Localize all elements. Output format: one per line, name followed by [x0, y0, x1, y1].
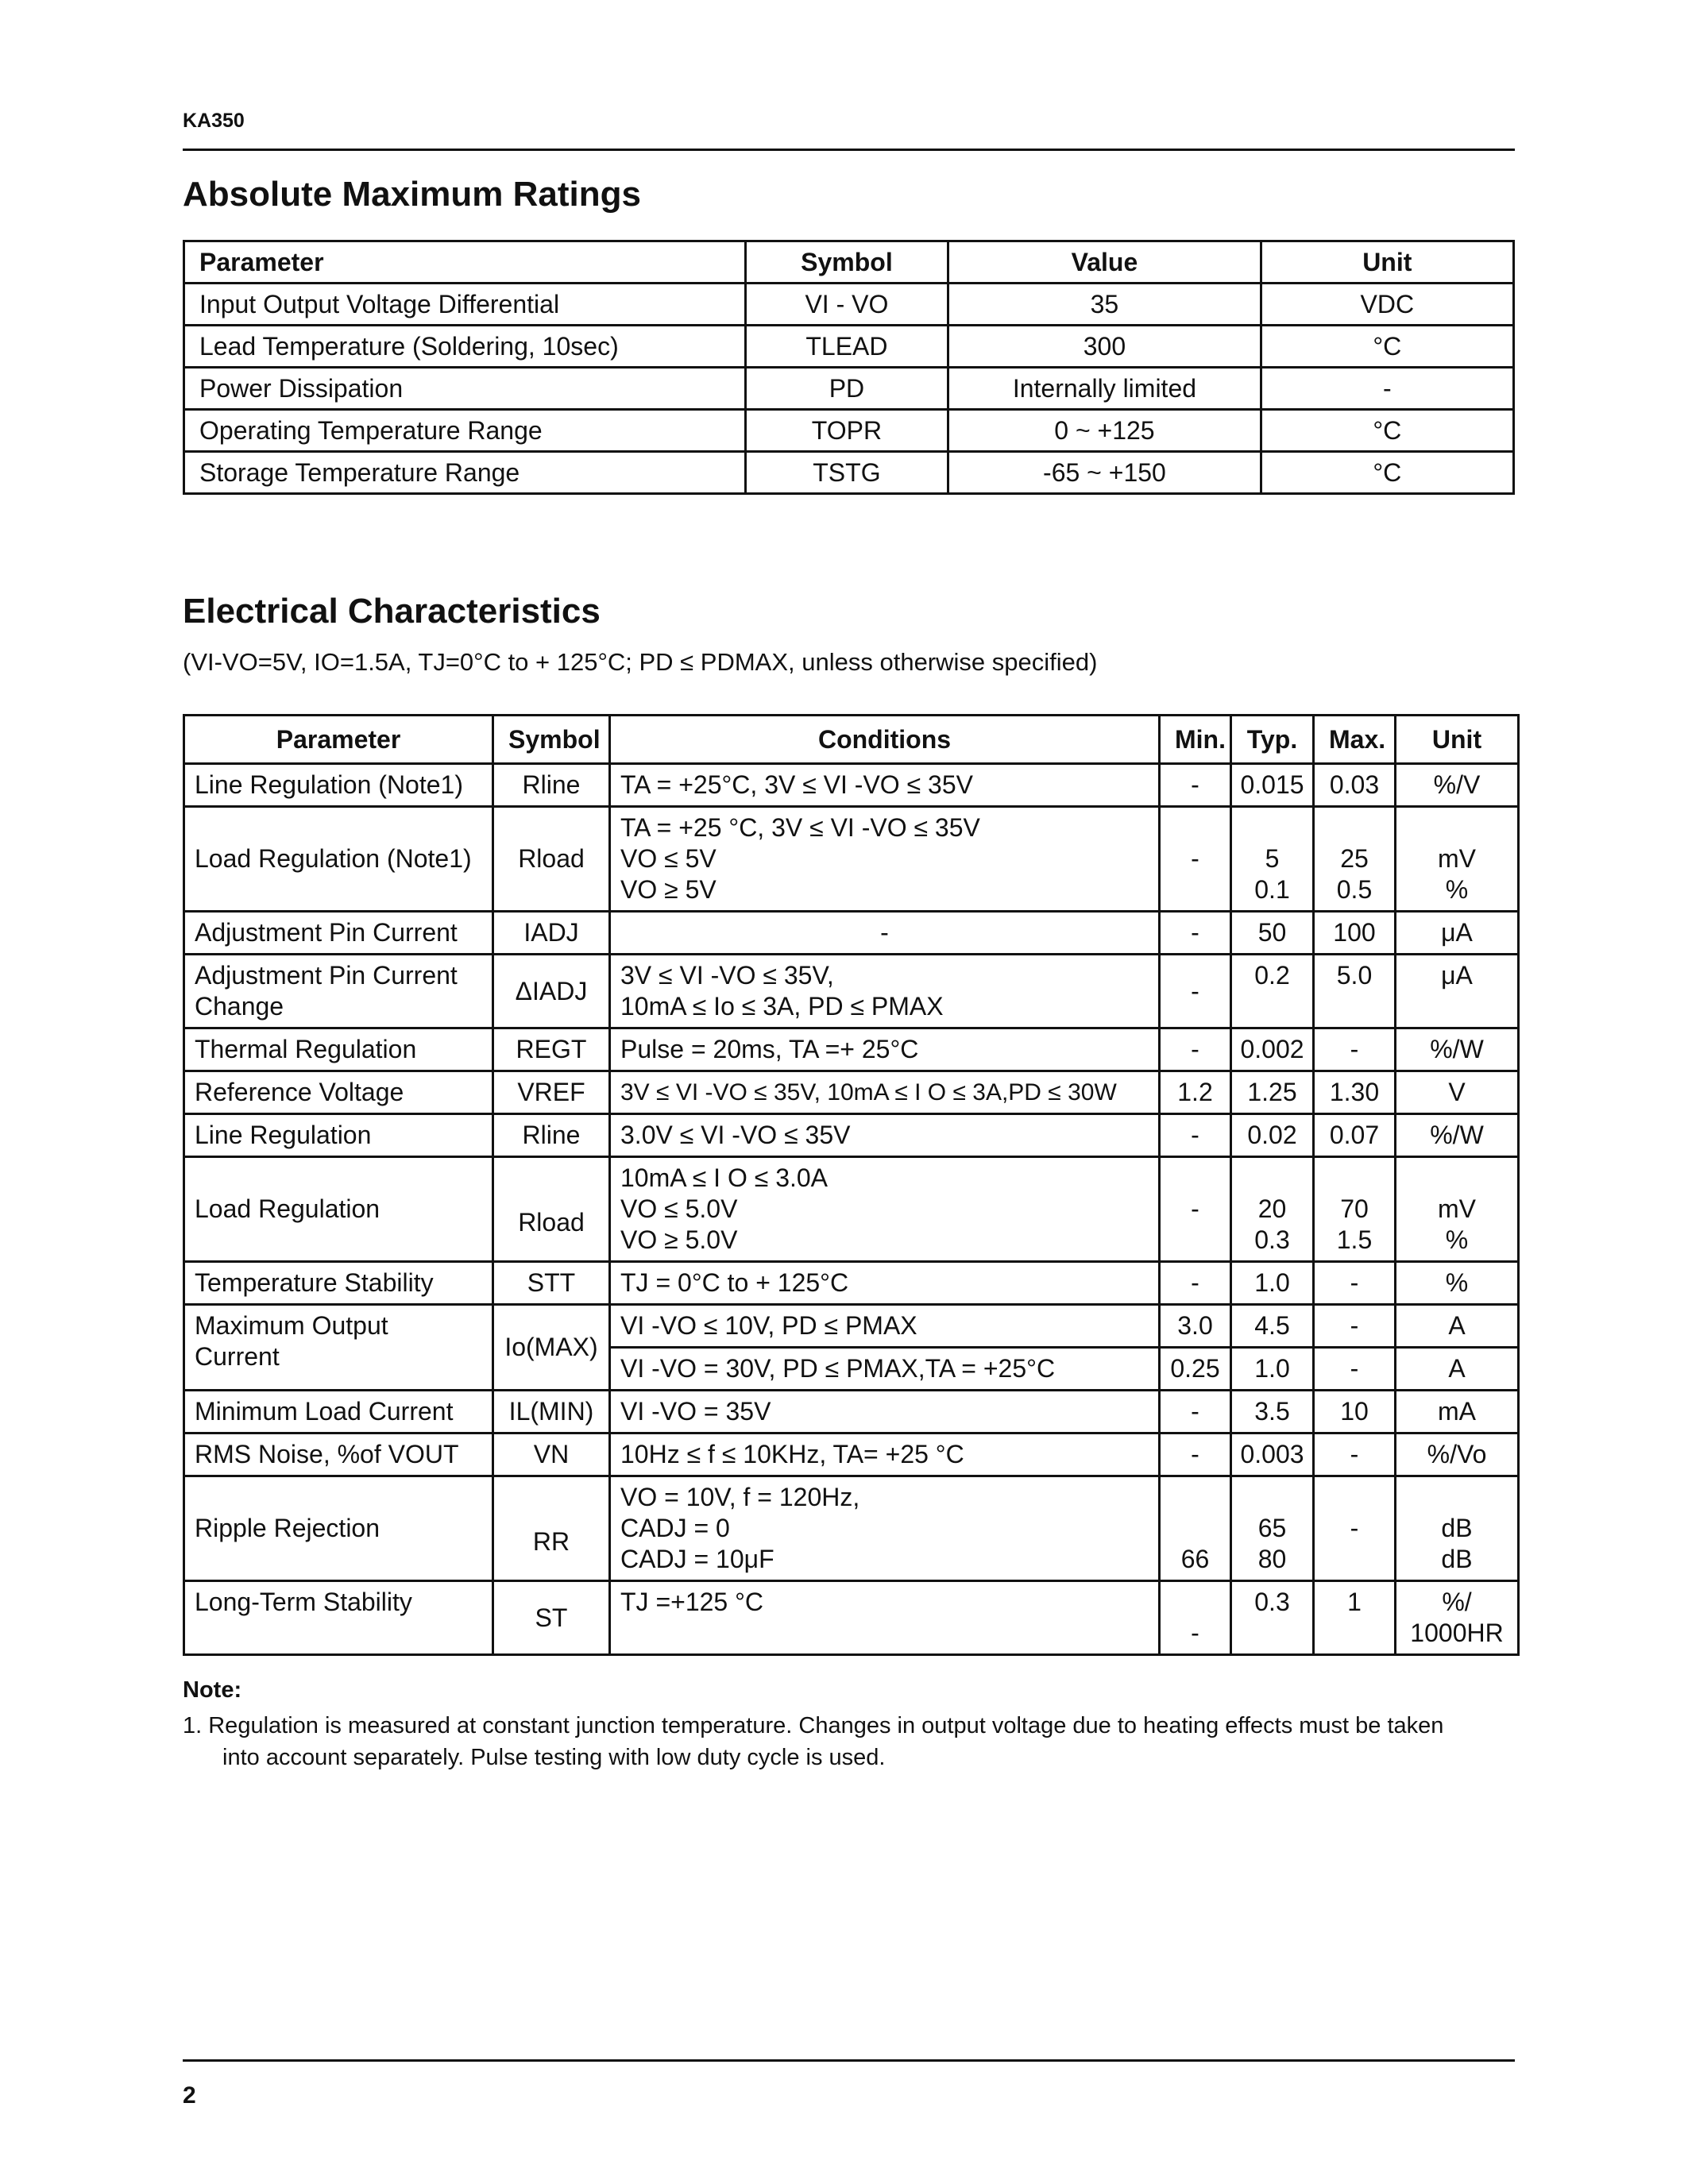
- min-cell: 66: [1160, 1476, 1231, 1581]
- unit-cell: -: [1261, 368, 1513, 410]
- value-line: dB: [1441, 1514, 1473, 1542]
- value-cell: 35: [948, 284, 1261, 326]
- value-line: 0.1: [1254, 875, 1290, 904]
- symbol-cell: STT: [493, 1262, 610, 1305]
- symbol-cell: IADJ: [493, 912, 610, 955]
- table-row: [184, 1157, 1519, 1262]
- max-cell: 1: [1314, 1581, 1396, 1655]
- column-header: Min.: [1160, 716, 1231, 764]
- condition-line: CADJ = 10μF: [620, 1545, 774, 1573]
- electrical-characteristics-table: [183, 714, 1520, 1656]
- value-line: %: [1445, 875, 1469, 904]
- value-cell: 300: [948, 326, 1261, 368]
- conditions-cell: 3V ≤ VI -VO ≤ 35V, 10mA ≤ I O ≤ 3A,PD ≤ 30W: [610, 1071, 1160, 1114]
- typ-cell: [1231, 1476, 1314, 1581]
- column-header: Unit: [1261, 241, 1513, 284]
- typ-cell: 0.003: [1231, 1433, 1314, 1476]
- table-row: [184, 1391, 1519, 1433]
- value-line: 1.5: [1336, 1225, 1373, 1254]
- parameter-cell: Thermal Regulation: [184, 1028, 493, 1071]
- column-header: Conditions: [610, 716, 1160, 764]
- parameter-cell: Reference Voltage: [184, 1071, 493, 1114]
- note-title: Note:: [183, 1677, 242, 1703]
- value-line: 0.3: [1254, 1225, 1290, 1254]
- parameter-cell: RMS Noise, %of VOUT: [184, 1433, 493, 1476]
- symbol-cell: IL(MIN): [493, 1391, 610, 1433]
- value-line: dB: [1441, 1545, 1473, 1573]
- table-row: [184, 955, 1519, 1028]
- parameter-cell: Temperature Stability: [184, 1262, 493, 1305]
- min-cell: -: [1160, 1391, 1231, 1433]
- max-cell: 0.07: [1314, 1114, 1396, 1157]
- table-row: [184, 1433, 1519, 1476]
- max-cell: 100: [1314, 912, 1396, 955]
- unit-cell: °C: [1261, 410, 1513, 452]
- unit-cell: A: [1396, 1348, 1519, 1391]
- typ-cell: 0.3: [1231, 1581, 1314, 1655]
- symbol-cell: VI - VO: [745, 284, 948, 326]
- note-line: into account separately. Pulse testing with low duty cycle is used.: [222, 1745, 886, 1770]
- note-line: 1. Regulation is measured at constant junction temperature. Changes in output voltage due to heating effects must be taken: [183, 1713, 1444, 1738]
- min-cell: -: [1160, 1028, 1231, 1071]
- conditions-cell: VI -VO ≤ 10V, PD ≤ PMAX: [610, 1305, 1160, 1348]
- min-cell: -: [1160, 764, 1231, 807]
- parameter-cell: [184, 1305, 493, 1391]
- parameter-line: Change: [195, 992, 284, 1021]
- value-line: 20: [1257, 1194, 1287, 1223]
- table-row: [184, 1114, 1519, 1157]
- symbol-cell: ST: [493, 1581, 610, 1655]
- max-cell: -: [1314, 1348, 1396, 1391]
- symbol-cell: VN: [493, 1433, 610, 1476]
- header-rule: [183, 149, 1515, 151]
- symbol-cell: REGT: [493, 1028, 610, 1071]
- symbol-cell: VREF: [493, 1071, 610, 1114]
- unit-cell: μA: [1396, 955, 1519, 1028]
- typ-cell: 1.0: [1231, 1348, 1314, 1391]
- parameter-cell: Adjustment Pin Current: [184, 912, 493, 955]
- min-cell: 3.0: [1160, 1305, 1231, 1348]
- condition-line: TA = +25 °C, 3V ≤ VI -VO ≤ 35V: [620, 813, 980, 842]
- unit-cell: V: [1396, 1071, 1519, 1114]
- max-cell: 10: [1314, 1391, 1396, 1433]
- typ-cell: 1.25: [1231, 1071, 1314, 1114]
- section-title-absolute-maximum-ratings: Absolute Maximum Ratings: [183, 175, 641, 214]
- absolute-maximum-ratings-table: [183, 240, 1515, 495]
- condition-line: 3V ≤ VI -VO ≤ 35V,: [620, 961, 834, 990]
- max-cell: -: [1314, 1028, 1396, 1071]
- max-cell: -: [1314, 1262, 1396, 1305]
- value-line: mV: [1438, 844, 1476, 873]
- typ-cell: 4.5: [1231, 1305, 1314, 1348]
- column-header: Value: [948, 241, 1261, 284]
- unit-cell: [1396, 1581, 1519, 1655]
- symbol-cell: ΔIADJ: [493, 955, 610, 1028]
- unit-cell: %/W: [1396, 1028, 1519, 1071]
- table-header-row: [184, 241, 1514, 284]
- unit-cell: %/W: [1396, 1114, 1519, 1157]
- parameter-line: Maximum Output: [195, 1311, 388, 1340]
- column-header: Unit: [1396, 716, 1519, 764]
- conditions-cell: [610, 807, 1160, 912]
- symbol-cell: Rload: [493, 807, 610, 912]
- table-row: [184, 1305, 1519, 1348]
- conditions-cell: TJ = 0°C to + 125°C: [610, 1262, 1160, 1305]
- table-row: [184, 1581, 1519, 1655]
- table-row: [184, 284, 1514, 326]
- max-cell: 5.0: [1314, 955, 1396, 1028]
- condition-line: CADJ = 0: [620, 1514, 730, 1542]
- value-line: %: [1445, 1225, 1469, 1254]
- typ-cell: 0.015: [1231, 764, 1314, 807]
- unit-cell: %: [1396, 1262, 1519, 1305]
- parameter-cell: Power Dissipation: [184, 368, 746, 410]
- column-header: Symbol: [745, 241, 948, 284]
- table-row: [184, 764, 1519, 807]
- parameter-cell: Storage Temperature Range: [184, 452, 746, 494]
- parameter-cell: Line Regulation (Note1): [184, 764, 493, 807]
- table-row: [184, 326, 1514, 368]
- condition-line: VO ≤ 5V: [620, 844, 717, 873]
- value-line: 70: [1340, 1194, 1369, 1223]
- section-title-electrical-characteristics: Electrical Characteristics: [183, 592, 601, 631]
- value-cell: Internally limited: [948, 368, 1261, 410]
- conditions-cell: [610, 1157, 1160, 1262]
- parameter-cell: Minimum Load Current: [184, 1391, 493, 1433]
- condition-line: VO ≤ 5.0V: [620, 1194, 738, 1223]
- table-row: [184, 807, 1519, 912]
- table-header-row: [184, 716, 1519, 764]
- parameter-cell: Load Regulation: [184, 1157, 493, 1262]
- conditions-cell: -: [610, 912, 1160, 955]
- table-row: [184, 912, 1519, 955]
- conditions-cell: TJ =+125 °C: [610, 1581, 1160, 1655]
- value-line: 65: [1257, 1514, 1287, 1542]
- parameter-line: Current: [195, 1342, 280, 1371]
- conditions-cell: VI -VO = 30V, PD ≤ PMAX,TA = +25°C: [610, 1348, 1160, 1391]
- condition-line: 10mA ≤ I O ≤ 3.0A: [620, 1163, 829, 1192]
- column-header: Max.: [1314, 716, 1396, 764]
- min-cell: -: [1160, 912, 1231, 955]
- parameter-cell: Operating Temperature Range: [184, 410, 746, 452]
- part-number-header: KA350: [183, 110, 245, 132]
- parameter-cell: Load Regulation (Note1): [184, 807, 493, 912]
- min-cell: 1.2: [1160, 1071, 1231, 1114]
- unit-cell: %/V: [1396, 764, 1519, 807]
- unit-cell: VDC: [1261, 284, 1513, 326]
- unit-cell: mA: [1396, 1391, 1519, 1433]
- column-header: Symbol: [493, 716, 610, 764]
- unit-cell: %/Vo: [1396, 1433, 1519, 1476]
- column-header: Parameter: [184, 241, 746, 284]
- value-line: 0.5: [1336, 875, 1373, 904]
- symbol-cell: TSTG: [745, 452, 948, 494]
- condition-line: 10mA ≤ Io ≤ 3A, PD ≤ PMAX: [620, 992, 944, 1021]
- note-body: [183, 1710, 1517, 1773]
- conditions-cell: [610, 955, 1160, 1028]
- min-cell: -: [1160, 1581, 1231, 1655]
- min-cell: -: [1160, 807, 1231, 912]
- parameter-cell: Long-Term Stability: [184, 1581, 493, 1655]
- column-header: Typ.: [1231, 716, 1314, 764]
- typ-cell: [1231, 1157, 1314, 1262]
- conditions-cell: VI -VO = 35V: [610, 1391, 1160, 1433]
- typ-cell: 0.002: [1231, 1028, 1314, 1071]
- value-line: 25: [1340, 844, 1369, 873]
- min-cell: -: [1160, 955, 1231, 1028]
- min-cell: -: [1160, 1262, 1231, 1305]
- condition-line: VO ≥ 5V: [620, 875, 717, 904]
- test-conditions-subtitle: (VI-VO=5V, IO=1.5A, TJ=0°C to + 125°C; PD ≤ PDMAX, unless otherwise specified): [183, 648, 1098, 676]
- symbol-cell: Io(MAX): [493, 1305, 610, 1391]
- value-line: mV: [1438, 1194, 1476, 1223]
- table-row: [184, 1028, 1519, 1071]
- conditions-cell: [610, 1476, 1160, 1581]
- table-row: [184, 1262, 1519, 1305]
- max-cell: [1314, 1157, 1396, 1262]
- parameter-cell: Input Output Voltage Differential: [184, 284, 746, 326]
- max-cell: -: [1314, 1476, 1396, 1581]
- max-cell: -: [1314, 1305, 1396, 1348]
- value-line: 80: [1257, 1545, 1287, 1573]
- conditions-cell: Pulse = 20ms, TA =+ 25°C: [610, 1028, 1160, 1071]
- max-cell: [1314, 807, 1396, 912]
- unit-cell: [1396, 1157, 1519, 1262]
- max-cell: -: [1314, 1433, 1396, 1476]
- page-number: 2: [183, 2082, 196, 2109]
- value-cell: 0 ~ +125: [948, 410, 1261, 452]
- typ-cell: 1.0: [1231, 1262, 1314, 1305]
- symbol-cell: TOPR: [745, 410, 948, 452]
- min-cell: -: [1160, 1114, 1231, 1157]
- table-row: [184, 368, 1514, 410]
- typ-cell: 3.5: [1231, 1391, 1314, 1433]
- conditions-cell: 10Hz ≤ f ≤ 10KHz, TA= +25 °C: [610, 1433, 1160, 1476]
- symbol-cell: Rline: [493, 1114, 610, 1157]
- value-line: 5: [1265, 844, 1280, 873]
- symbol-cell: Rline: [493, 764, 610, 807]
- conditions-cell: 3.0V ≤ VI -VO ≤ 35V: [610, 1114, 1160, 1157]
- unit-cell: °C: [1261, 326, 1513, 368]
- unit-cell: [1396, 1476, 1519, 1581]
- value-cell: -65 ~ +150: [948, 452, 1261, 494]
- typ-cell: 50: [1231, 912, 1314, 955]
- table-row: [184, 1071, 1519, 1114]
- table-row: [184, 452, 1514, 494]
- table-row: [184, 1476, 1519, 1581]
- parameter-cell: Line Regulation: [184, 1114, 493, 1157]
- unit-cell: [1396, 807, 1519, 912]
- min-cell: -: [1160, 1433, 1231, 1476]
- parameter-cell: Ripple Rejection: [184, 1476, 493, 1581]
- max-cell: 0.03: [1314, 764, 1396, 807]
- max-cell: 1.30: [1314, 1071, 1396, 1114]
- typ-cell: 0.2: [1231, 955, 1314, 1028]
- footer-rule: [183, 2059, 1515, 2062]
- unit-cell: °C: [1261, 452, 1513, 494]
- table-row: [184, 410, 1514, 452]
- parameter-line: Adjustment Pin Current: [195, 961, 458, 990]
- unit-cell: μA: [1396, 912, 1519, 955]
- condition-line: VO ≥ 5.0V: [620, 1225, 738, 1254]
- typ-cell: [1231, 807, 1314, 912]
- symbol-cell: Rload: [493, 1157, 610, 1262]
- condition-line: VO = 10V, f = 120Hz,: [620, 1483, 860, 1511]
- unit-cell: A: [1396, 1305, 1519, 1348]
- min-cell: 0.25: [1160, 1348, 1231, 1391]
- typ-cell: 0.02: [1231, 1114, 1314, 1157]
- parameter-cell: [184, 955, 493, 1028]
- symbol-cell: TLEAD: [745, 326, 948, 368]
- parameter-cell: Lead Temperature (Soldering, 10sec): [184, 326, 746, 368]
- value-line: %/: [1442, 1588, 1472, 1616]
- value-line: 1000HR: [1410, 1619, 1504, 1647]
- symbol-cell: PD: [745, 368, 948, 410]
- column-header: Parameter: [184, 716, 493, 764]
- conditions-cell: TA = +25°C, 3V ≤ VI -VO ≤ 35V: [610, 764, 1160, 807]
- symbol-cell: RR: [493, 1476, 610, 1581]
- min-cell: -: [1160, 1157, 1231, 1262]
